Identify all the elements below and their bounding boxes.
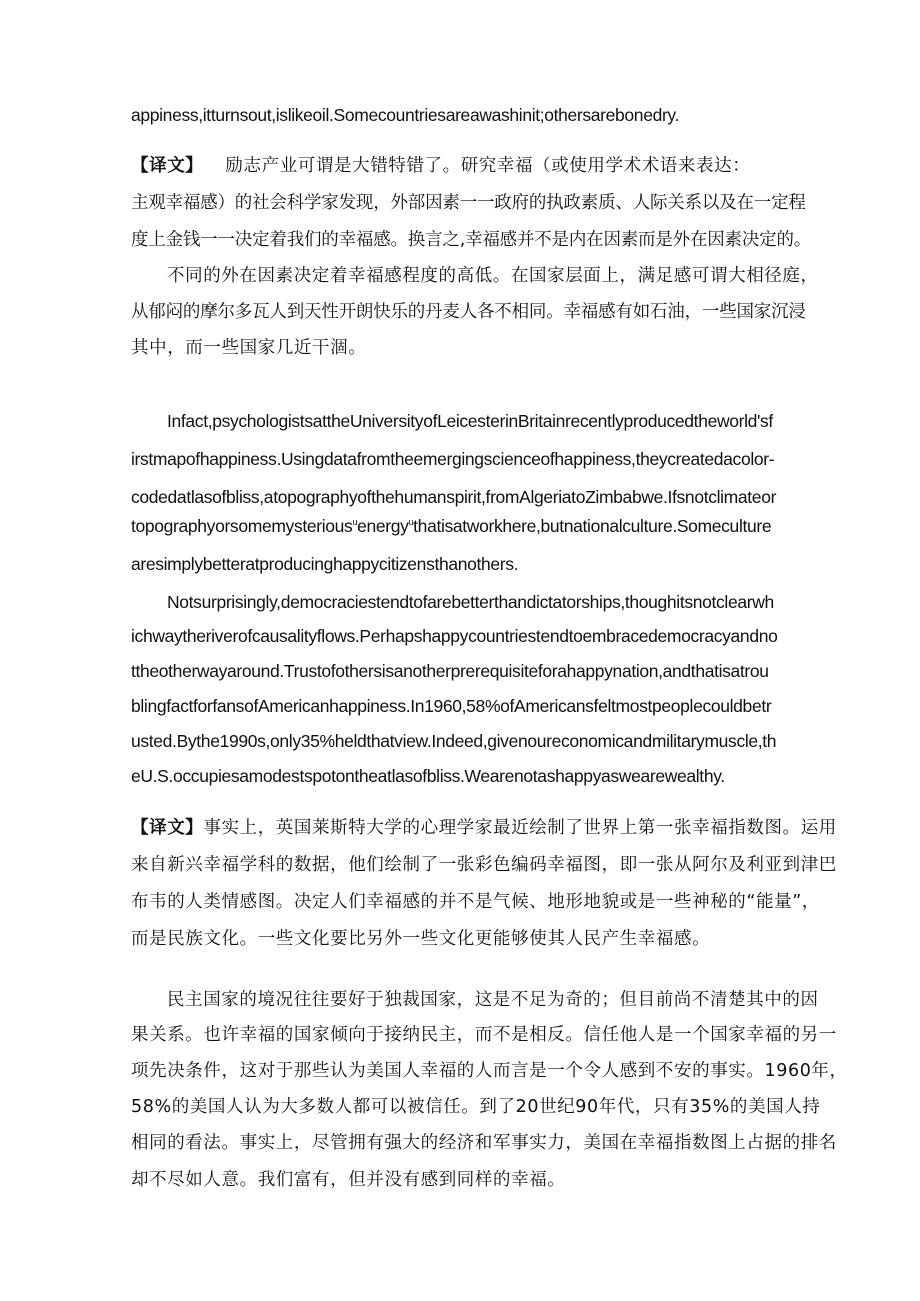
text-line: aresimplybetteratproducinghappycitizensthanothers. <box>131 554 519 574</box>
translation-line: 主观幸福感）的社会科学家发现，外部因素一一政府的执政素质、人际关系以及在一定程 <box>131 193 806 213</box>
text-line <box>131 516 771 537</box>
text-fragment: energy <box>357 516 409 536</box>
translation-text: 励志产业可谓是大错特错了。研究幸福（或使用学术术语来表达： <box>225 156 751 176</box>
translation-line: 其中，而一些国家几近干涸。 <box>131 338 367 358</box>
translation-label: 【译文】 <box>131 818 204 838</box>
translation-line: 度上金钱一一决定着我们的幸福感。换言之,幸福感并不是内在因素而是外在因素决定的。 <box>131 230 812 250</box>
text-line: codedatlasofbliss,atopographyofthehumanspirit,fromAlgeriatoZimbabwe.Ifsnotclimateor <box>131 487 777 507</box>
translation-line: 相同的看法。事实上，尽管拥有强大的经济和军事实力，美国在幸福指数图上占据的排名 <box>131 1133 837 1153</box>
translation-label: 【译文】 <box>131 156 204 176</box>
text-fragment: topographyorsomemysterious <box>131 516 353 536</box>
translation-line <box>131 152 750 177</box>
text-line: Notsurprisingly,democraciestendtofarebetterthandictatorships,thoughitsnotclearwh <box>167 592 774 612</box>
translation-line: 民主国家的境况往往要好于独裁国家，这是不足为奇的；但目前尚不清楚其中的因 <box>167 990 819 1010</box>
translation-line: 布韦的人类情感图。决定人们幸福感的并不是气候、地形地貌或是一些神秘的“能量”， <box>131 892 821 912</box>
quote-mark: u <box>352 517 358 528</box>
text-line: ichwaytheriverofcausalityflows.Perhapshappycountriestendtoembracedemocracyandno <box>131 626 778 646</box>
translation-line: 从郁闷的摩尔多瓦人到天性开朗快乐的丹麦人各不相同。幸福感有如石油，一些国家沉浸 <box>131 302 806 322</box>
text-line: blingfactforfansofAmericanhappiness.In1960,58%ofAmericansfeltmostpeoplecouldbetr <box>131 696 772 716</box>
translation-line: 58%的美国人认为大多数人都可以被信任。到了20世纪90年代，只有35%的美国人持 <box>131 1097 821 1117</box>
translation-line: 却不尽如人意。我们富有，但并没有感到同样的幸福。 <box>131 1170 566 1190</box>
translation-line: 而是民族文化。一些文化要比另外一些文化更能够使其人民产生幸福感。 <box>131 929 711 949</box>
text-fragment: thatisatworkhere,butnationalculture.Someculture <box>413 516 772 536</box>
translation-line: 来自新兴幸福学科的数据，他们绘制了一张彩色编码幸福图，即一张从阿尔及利亚到津巴 <box>131 855 837 875</box>
text-line: irstmapofhappiness.Usingdatafromtheemergingscienceofhappiness,theycreatedacolor- <box>131 449 775 469</box>
translation-line: 不同的外在因素决定着幸福感程度的高低。在国家层面上，满足感可谓大相径庭， <box>167 266 819 286</box>
text-line: usted.Bythe1990s,only35%heldthatview.Indeed,givenoureconomicandmilitarymuscle,th <box>131 731 777 751</box>
translation-text: 事实上，英国莱斯特大学的心理学家最近绘制了世界上第一张幸福指数图。运用 <box>203 818 837 838</box>
text-line: ttheotherwayaround.Trustofothersisanotherprerequisiteforahappynation,andthatisatrou <box>131 661 769 681</box>
text-line: appiness,itturnsout,islikeoil.Somecountriesareawashinit;othersarebonedry. <box>131 105 680 125</box>
translation-line: 项先决条件，这对于那些认为美国人幸福的人而言是一个令人感到不安的事实。1960年， <box>131 1061 848 1081</box>
translation-line <box>131 814 837 839</box>
text-line: eU.S.occupiesamodestspotontheatlasofbliss.Wearenotashappyaswearewealthy. <box>131 766 725 786</box>
translation-line: 果关系。也许幸福的国家倾向于接纳民主，而不是相反。信任他人是一个国家幸福的另一 <box>131 1025 837 1045</box>
text-line: Infact,psychologistsattheUniversityofLeicesterinBritainrecentlyproducedtheworld'sf <box>167 411 773 431</box>
quote-mark: u <box>408 517 414 528</box>
